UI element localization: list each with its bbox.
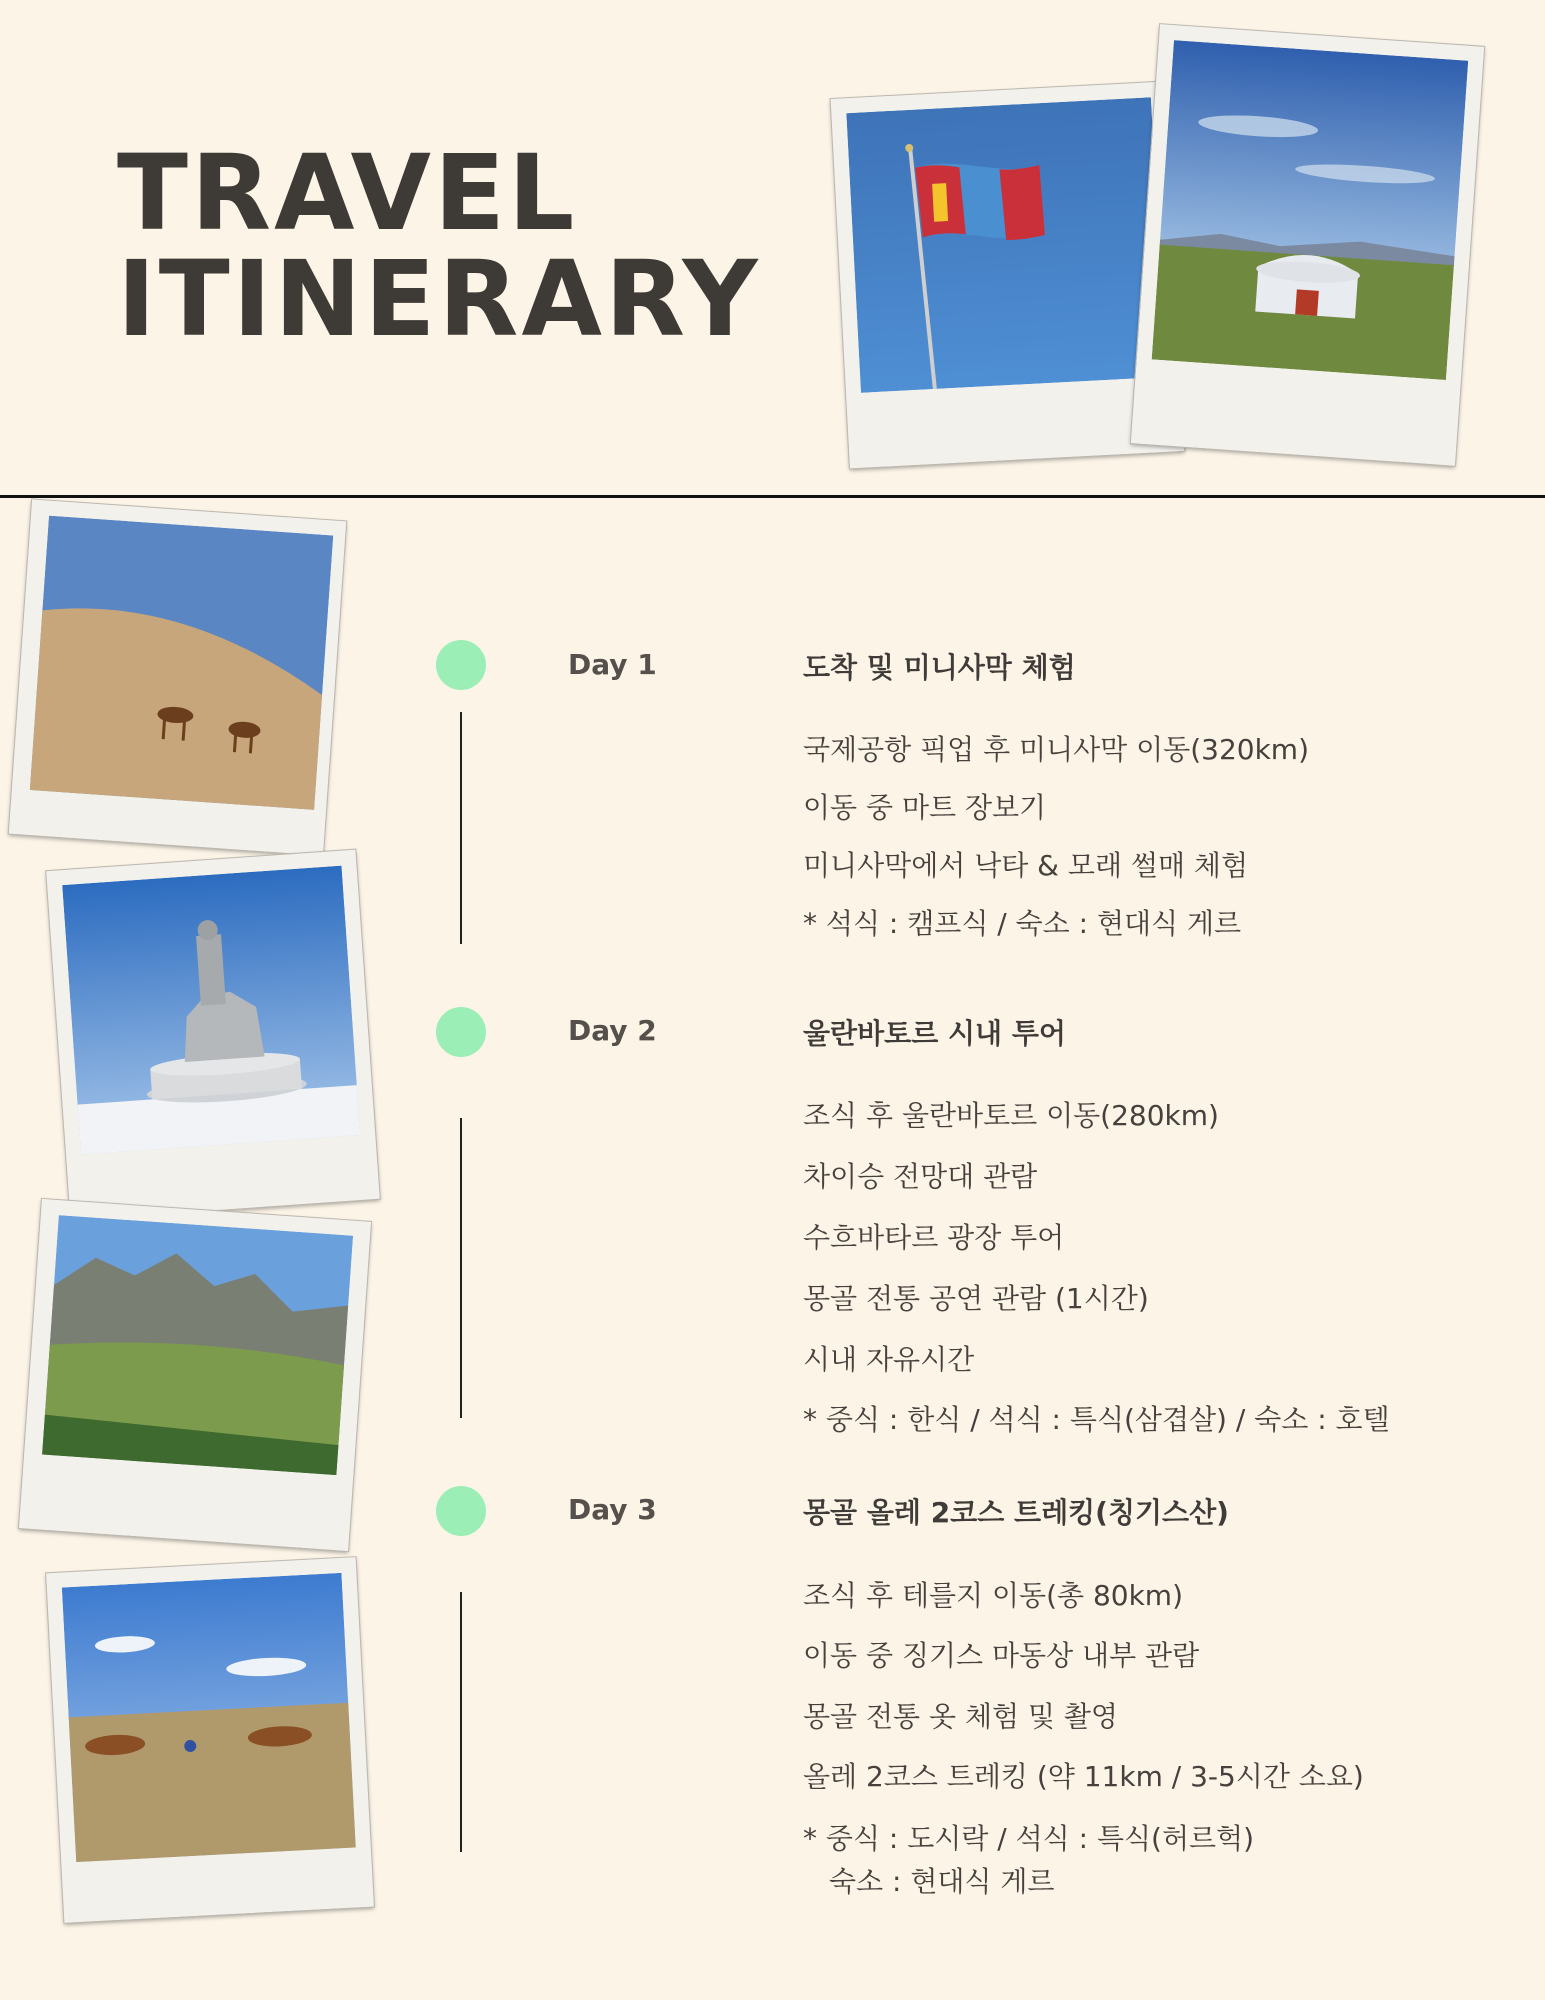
photo-camels-steppe [46, 1557, 374, 1923]
day-2-item: 몽골 전통 공연 관람 (1시간) [803, 1282, 1149, 1315]
day-3-item: * 중식 : 도시락 / 석식 : 특식(허르헉) [803, 1822, 1255, 1855]
title-line-2: ITINERARY [117, 238, 761, 360]
photo-desert-camels [9, 499, 347, 855]
timeline-line-day-2 [460, 1118, 462, 1418]
day-3-label: Day 3 [568, 1493, 657, 1526]
day-3-item: 조식 후 테를지 이동(총 80km) [803, 1579, 1184, 1612]
timeline-line-day-3 [460, 1592, 462, 1852]
day-2-title: 울란바토르 시내 투어 [803, 1017, 1066, 1050]
timeline-line-day-1 [460, 712, 462, 944]
day-1-item: 이동 중 마트 장보기 [803, 791, 1047, 824]
title-line-1: TRAVEL [117, 132, 578, 254]
day-1-item: 국제공항 픽업 후 미니사막 이동(320km) [803, 733, 1310, 766]
day-3-title: 몽골 올레 2코스 트레킹(칭기스산) [803, 1496, 1229, 1529]
day-1-item: * 석식 : 캠프식 / 숙소 : 현대식 게르 [803, 907, 1242, 940]
day-3-item: 이동 중 징기스 마동상 내부 관람 [803, 1639, 1200, 1672]
photo-genghis-statue [46, 850, 380, 1221]
day-2-item: 조식 후 울란바토르 이동(280km) [803, 1099, 1219, 1132]
day-3-item: 몽골 전통 옷 체험 및 촬영 [803, 1700, 1118, 1733]
day-1-title: 도착 및 미니사막 체험 [803, 651, 1076, 684]
day-3-item: 숙소 : 현대식 게르 [829, 1865, 1055, 1898]
page-title [117, 132, 761, 360]
day-3-item: 올레 2코스 트레킹 (약 11km / 3-5시간 소요) [803, 1760, 1364, 1793]
day-1-item: 미니사막에서 낙타 & 모래 썰매 체험 [803, 849, 1249, 882]
photo-mountain-valley [19, 1199, 371, 1551]
day-2-item: * 중식 : 한식 / 석식 : 특식(삼겹살) / 숙소 : 호텔 [803, 1403, 1390, 1436]
photo-ger-steppe [1131, 24, 1485, 466]
day-2-item: 수흐바타르 광장 투어 [803, 1221, 1065, 1254]
section-divider [0, 495, 1545, 498]
timeline-dot-icon [436, 640, 486, 690]
day-2-item: 시내 자유시간 [803, 1343, 975, 1376]
day-2-label: Day 2 [568, 1014, 657, 1047]
day-2-item: 차이승 전망대 관람 [803, 1160, 1038, 1193]
timeline-dot-icon [436, 1007, 486, 1057]
photo-mongolian-flag [831, 81, 1185, 468]
day-1-label: Day 1 [568, 648, 657, 681]
timeline-dot-icon [436, 1486, 486, 1536]
